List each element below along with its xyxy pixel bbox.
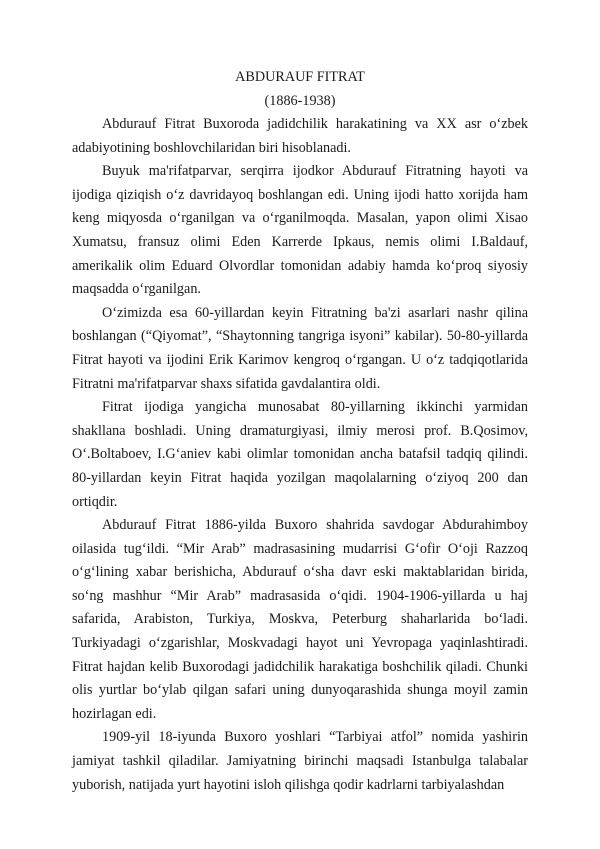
- paragraph: Buyuk ma'rifatparvar, serqirra ijodkor Abdurauf Fitratning hayoti va ijodiga qiziqish o‘z davridayoq boshlangan edi. Uning ijodi hatto xorijda ham keng miqyosda o‘rganilgan va o‘rganilmoqda. Masalan, yapon olimi Xisao Xumatsu, fransuz olimi Eden Karrerde Ipkaus, nemis olimi I.Baldauf, amerikalik olim Eduard Olvordlar tomonidan adabiy hamda ko‘proq siyosiy maqsadda o‘rganilgan.: [72, 163, 528, 298]
- paragraph: Fitrat ijodiga yangicha munosabat 80-yillarning ikkinchi yarmidan shakllana boshladi. Uning dramaturgiyasi, ilmiy merosi prof. B.Qosimov, O‘.Boltaboev, I.G‘aniev kabi olimlar tomonidan ancha batafsil tadqiq qilindi. 80-yillardan keyin Fitrat haqida yozilgan maqolalarning o‘ziyoq 200 dan ortiqdir.: [72, 399, 528, 510]
- document-years: (1886-1938): [264, 92, 336, 109]
- document-title: ABDURAUF FITRAT: [235, 69, 365, 85]
- document-page: [72, 66, 528, 797]
- paragraph: 1909-yil 18-iyunda Buxoro yoshlari “Tarbiyai atfol” nomida yashirin jamiyat tashkil qiladilar. Jamiyatning birinchi maqsadi Istanbulga talabalar yuborish, natijada yurt hayotini isloh qilishga qodir kadrlarni tarbiyalashdan: [72, 729, 528, 793]
- paragraph: Abdurauf Fitrat Buxoroda jadidchilik harakatining va XX asr o‘zbek adabiyotining boshlovchilaridan biri hisoblanadi.: [72, 116, 528, 156]
- paragraph: Abdurauf Fitrat 1886-yilda Buxoro shahrida savdogar Abdurahimboy oilasida tug‘ildi. “Mir Arab” madrasasining mudarrisi G‘ofir O‘oji Razzoq o‘g‘lining xabar berishicha, Abdurauf o‘sha davr eski maktablaridan birida, so‘ng mashhur “Mir Arab” madrasasida o‘qidi. 1904-1906-yillarda u haj safarida, Arabiston, Turkiya, Moskva, Peterburg shaharlarida bo‘ladi. Turkiyadagi o‘zgarishlar, Moskvadagi hayot uni Yevropaga yaqinlashtiradi. Fitrat hajdan kelib Buxorodagi jadidchilik harakatiga boshchilik qiladi. Chunki olis yurtlar bo‘ylab qilgan safari uning dunyoqarashida shunga moyil zamin hozirlagan edi.: [72, 517, 528, 722]
- paragraph: O‘zimizda esa 60-yillardan keyin Fitratning ba'zi asarlari nashr qilina boshlangan (“Qiyomat”, “Shaytonning tangriga isyoni” kabilar). 50-80-yillarda Fitrat hayoti va ijodini Erik Karimov kengroq o‘rgangan. U o‘z tadqiqotlarida Fitratni ma'rifatparvar shaxs sifatida gavdalantira oldi.: [72, 304, 528, 392]
